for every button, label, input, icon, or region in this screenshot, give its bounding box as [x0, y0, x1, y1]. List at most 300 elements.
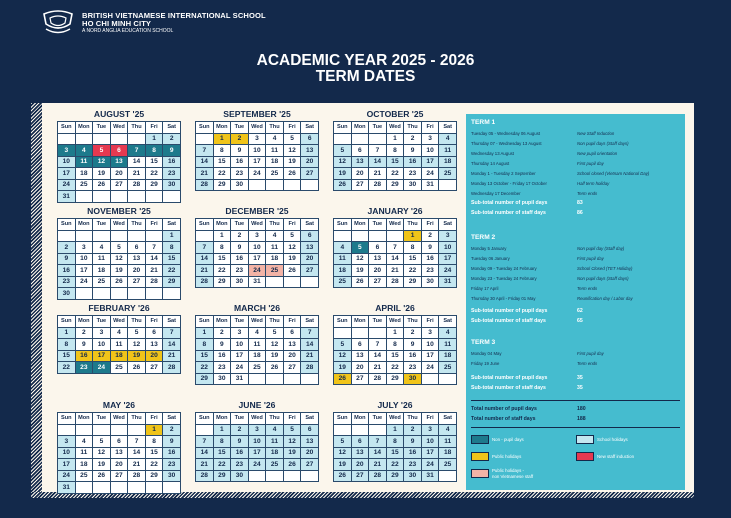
day-cell: 11 — [266, 145, 284, 157]
event-date: Tuesday 05 - Wednesday 06 August — [471, 131, 541, 136]
empty-cell — [145, 288, 163, 300]
empty-cell — [439, 470, 457, 482]
day-cell: 29 — [386, 373, 404, 385]
event-description: Reunification day / Labor day — [577, 296, 633, 301]
day-cell: 19 — [283, 253, 301, 265]
day-cell: 18 — [75, 168, 93, 180]
day-cell: 19 — [351, 265, 369, 277]
day-cell: 6 — [301, 230, 319, 242]
event-date: Monday 23 - Tuesday 24 February — [471, 276, 537, 281]
day-cell: 15 — [213, 447, 231, 459]
day-cell: 21 — [145, 265, 163, 277]
day-cell: 25 — [266, 168, 284, 180]
day-cell: 21 — [369, 168, 387, 180]
weekday-header: Sat — [439, 219, 457, 231]
term-event-row — [471, 349, 681, 358]
day-cell: 27 — [351, 179, 369, 191]
day-cell: 1 — [213, 424, 231, 436]
day-cell: 29 — [145, 179, 163, 191]
day-cell: 6 — [301, 424, 319, 436]
day-cell: 27 — [110, 179, 128, 191]
day-cell: 16 — [75, 350, 93, 362]
day-cell: 12 — [266, 339, 284, 351]
weekday-header: Tue — [231, 413, 249, 425]
event-date: Monday 04 May — [471, 351, 502, 356]
day-cell: 23 — [231, 168, 249, 180]
weekday-header: Fri — [145, 316, 163, 328]
day-cell: 7 — [386, 242, 404, 254]
day-cell: 24 — [93, 362, 111, 374]
weekday-header: Fri — [421, 219, 439, 231]
day-cell: 28 — [128, 470, 146, 482]
day-cell: 15 — [386, 156, 404, 168]
day-cell: 16 — [58, 265, 76, 277]
event-date: Thursday 30 April - Friday 01 May — [471, 296, 536, 301]
month-title: MAY '26 — [102, 400, 136, 410]
day-cell: 6 — [301, 133, 319, 145]
term-event-row — [471, 149, 681, 158]
day-cell: 17 — [421, 156, 439, 168]
day-cell: 11 — [93, 253, 111, 265]
empty-cell — [75, 133, 93, 145]
weekday-header: Sat — [301, 219, 319, 231]
day-cell: 4 — [93, 242, 111, 254]
weekday-header: Sun — [58, 219, 76, 231]
day-cell: 7 — [196, 145, 214, 157]
day-cell: 5 — [283, 133, 301, 145]
day-cell: 16 — [404, 447, 422, 459]
day-cell: 7 — [145, 242, 163, 254]
day-cell: 9 — [163, 436, 181, 448]
empty-cell — [128, 288, 146, 300]
empty-cell — [301, 373, 319, 385]
day-cell: 20 — [283, 350, 301, 362]
day-cell: 13 — [145, 339, 163, 351]
weekday-header: Thu — [128, 316, 146, 328]
day-cell: 29 — [213, 276, 231, 288]
weekday-header: Tue — [369, 219, 387, 231]
empty-cell — [301, 179, 319, 191]
day-cell: 30 — [421, 276, 439, 288]
weekday-header: Sat — [439, 413, 457, 425]
page-title-line2: TERM DATES — [315, 68, 416, 85]
day-cell: 5 — [93, 436, 111, 448]
weekday-header: Sat — [301, 413, 319, 425]
weekday-header: Wed — [110, 122, 128, 134]
day-cell: 19 — [283, 156, 301, 168]
day-cell: 8 — [196, 339, 214, 351]
term-event-row — [471, 264, 681, 273]
day-cell: 7 — [196, 242, 214, 254]
month-calendar — [333, 205, 457, 288]
day-cell: 2 — [163, 424, 181, 436]
empty-cell — [196, 230, 214, 242]
weekday-header: Tue — [93, 219, 111, 231]
day-cell: 14 — [196, 156, 214, 168]
day-cell: 18 — [266, 447, 284, 459]
event-description: First pupil day — [577, 351, 604, 356]
day-cell: 12 — [334, 447, 352, 459]
empty-cell — [128, 191, 146, 203]
empty-cell — [93, 482, 111, 494]
day-cell: 19 — [128, 350, 146, 362]
event-description: Half term holiday — [577, 181, 610, 186]
empty-cell — [145, 191, 163, 203]
weekday-header: Tue — [93, 316, 111, 328]
day-cell: 24 — [421, 459, 439, 471]
day-cell: 5 — [128, 327, 146, 339]
day-cell: 7 — [128, 436, 146, 448]
weekday-header: Mon — [75, 413, 93, 425]
decorative-stripe-left — [31, 103, 42, 498]
day-cell: 26 — [283, 265, 301, 277]
event-date: Friday 19 June — [471, 361, 500, 366]
empty-cell — [128, 482, 146, 494]
month-calendar — [333, 108, 457, 191]
month-calendar — [195, 302, 319, 385]
day-cell: 11 — [439, 145, 457, 157]
day-cell: 11 — [110, 339, 128, 351]
empty-cell — [266, 470, 284, 482]
day-cell: 9 — [231, 436, 249, 448]
day-cell: 27 — [351, 373, 369, 385]
day-cell: 17 — [248, 156, 266, 168]
day-cell: 3 — [93, 327, 111, 339]
day-cell: 2 — [58, 242, 76, 254]
day-cell: 2 — [213, 327, 231, 339]
day-cell: 27 — [301, 459, 319, 471]
day-cell: 9 — [231, 145, 249, 157]
day-cell: 17 — [231, 350, 249, 362]
day-cell: 6 — [351, 145, 369, 157]
day-cell: 2 — [421, 230, 439, 242]
weekday-header: Mon — [213, 219, 231, 231]
day-cell: 14 — [301, 339, 319, 351]
term3-heading: TERM 3 — [471, 339, 496, 346]
day-cell: 22 — [58, 362, 76, 374]
day-cell: 25 — [266, 459, 284, 471]
empty-cell — [283, 276, 301, 288]
day-cell: 24 — [248, 168, 266, 180]
day-cell: 19 — [334, 168, 352, 180]
weekday-header: Wed — [386, 316, 404, 328]
day-cell: 12 — [283, 145, 301, 157]
day-cell: 20 — [301, 447, 319, 459]
term-event-row — [471, 139, 681, 148]
day-cell: 26 — [334, 470, 352, 482]
empty-cell — [128, 133, 146, 145]
empty-cell — [248, 179, 266, 191]
empty-cell — [145, 230, 163, 242]
empty-cell — [75, 424, 93, 436]
empty-cell — [248, 470, 266, 482]
day-cell: 5 — [334, 145, 352, 157]
day-cell: 30 — [231, 470, 249, 482]
day-cell: 7 — [163, 327, 181, 339]
weekday-header: Mon — [213, 316, 231, 328]
day-cell: 18 — [439, 447, 457, 459]
day-cell: 13 — [128, 253, 146, 265]
event-description: First pupil day — [577, 256, 604, 261]
day-cell: 23 — [231, 265, 249, 277]
day-cell: 12 — [334, 350, 352, 362]
event-description: New Staff Induction — [577, 131, 615, 136]
weekday-header: Thu — [404, 413, 422, 425]
day-cell: 30 — [163, 470, 181, 482]
event-date: Wednesday 17 December — [471, 191, 521, 196]
day-cell: 11 — [266, 436, 284, 448]
day-cell: 12 — [93, 447, 111, 459]
empty-cell — [369, 133, 387, 145]
term2-heading: TERM 2 — [471, 234, 496, 241]
day-cell: 11 — [75, 156, 93, 168]
day-cell: 14 — [128, 156, 146, 168]
empty-cell — [58, 230, 76, 242]
empty-cell — [58, 133, 76, 145]
day-cell: 26 — [351, 276, 369, 288]
event-description: Non pupil day (Staff day) — [577, 246, 625, 251]
weekday-header: Wed — [386, 219, 404, 231]
day-cell: 26 — [283, 168, 301, 180]
day-cell: 15 — [58, 350, 76, 362]
empty-cell — [128, 424, 146, 436]
day-cell: 3 — [231, 327, 249, 339]
school-name: BRITISH VIETNAMESE INTERNATIONAL SCHOOL — [82, 11, 266, 20]
day-cell: 1 — [404, 230, 422, 242]
day-cell: 24 — [421, 362, 439, 374]
event-description: Term ends — [577, 191, 598, 196]
day-cell: 30 — [213, 373, 231, 385]
day-cell: 25 — [439, 459, 457, 471]
weekday-header: Thu — [404, 122, 422, 134]
day-cell: 29 — [386, 470, 404, 482]
weekday-header: Wed — [248, 316, 266, 328]
day-cell: 8 — [213, 145, 231, 157]
empty-cell — [110, 482, 128, 494]
day-cell: 23 — [213, 362, 231, 374]
weekday-header: Wed — [110, 316, 128, 328]
empty-cell — [266, 373, 284, 385]
weekday-header: Sat — [163, 122, 181, 134]
day-cell: 3 — [58, 145, 76, 157]
weekday-header: Tue — [93, 122, 111, 134]
day-cell: 26 — [266, 362, 284, 374]
term-event-row — [471, 169, 681, 178]
empty-cell — [110, 191, 128, 203]
day-cell: 16 — [421, 253, 439, 265]
total-staff-days: Total number of staff days 188 — [471, 416, 586, 422]
term-event-row — [471, 359, 681, 368]
day-cell: 25 — [93, 276, 111, 288]
empty-cell — [93, 424, 111, 436]
day-cell: 7 — [369, 145, 387, 157]
weekday-header: Sun — [58, 122, 76, 134]
day-cell: 24 — [58, 470, 76, 482]
day-cell: 14 — [369, 350, 387, 362]
day-cell: 18 — [248, 350, 266, 362]
day-cell: 10 — [248, 145, 266, 157]
day-cell: 2 — [231, 424, 249, 436]
empty-cell — [75, 288, 93, 300]
day-cell: 1 — [213, 230, 231, 242]
weekday-header: Sun — [334, 413, 352, 425]
day-cell: 13 — [351, 350, 369, 362]
swatch — [471, 469, 489, 478]
day-cell: 1 — [58, 327, 76, 339]
weekday-header: Tue — [369, 316, 387, 328]
day-cell: 7 — [301, 327, 319, 339]
weekday-header: Sat — [301, 316, 319, 328]
empty-cell — [110, 424, 128, 436]
day-cell: 4 — [266, 133, 284, 145]
day-cell: 3 — [75, 242, 93, 254]
day-cell: 31 — [248, 276, 266, 288]
day-cell: 7 — [369, 339, 387, 351]
day-cell: 30 — [163, 179, 181, 191]
day-cell: 13 — [301, 436, 319, 448]
day-cell: 12 — [334, 156, 352, 168]
day-cell: 6 — [128, 242, 146, 254]
day-cell: 30 — [58, 288, 76, 300]
day-cell: 9 — [404, 436, 422, 448]
day-cell: 10 — [58, 447, 76, 459]
weekday-header: Thu — [128, 122, 146, 134]
day-cell: 29 — [404, 276, 422, 288]
day-cell: 28 — [196, 276, 214, 288]
month-title: NOVEMBER '25 — [87, 206, 151, 216]
day-cell: 3 — [421, 133, 439, 145]
day-cell: 31 — [58, 482, 76, 494]
day-cell: 13 — [369, 253, 387, 265]
day-cell: 8 — [58, 339, 76, 351]
event-description: Non pupil days (Staff days) — [577, 276, 629, 281]
weekday-header: Wed — [248, 413, 266, 425]
empty-cell — [439, 373, 457, 385]
day-cell: 31 — [58, 191, 76, 203]
day-cell: 6 — [145, 327, 163, 339]
day-cell: 18 — [439, 350, 457, 362]
term-event-row — [471, 129, 681, 138]
day-cell: 24 — [248, 459, 266, 471]
day-cell: 26 — [93, 470, 111, 482]
day-cell: 14 — [369, 447, 387, 459]
total-pupil-days: Total number of pupil days 180 — [471, 406, 586, 412]
day-cell: 8 — [386, 436, 404, 448]
weekday-header: Fri — [283, 413, 301, 425]
day-cell: 9 — [163, 145, 181, 157]
month-calendar — [57, 399, 181, 494]
day-cell: 12 — [283, 242, 301, 254]
weekday-header: Wed — [248, 219, 266, 231]
day-cell: 10 — [439, 242, 457, 254]
month-title: MARCH '26 — [234, 303, 280, 313]
event-date: Tuesday 06 January — [471, 256, 510, 261]
day-cell: 14 — [196, 447, 214, 459]
event-description: School Closed (TET Holiday) — [577, 266, 633, 271]
empty-cell — [163, 288, 181, 300]
empty-cell — [110, 133, 128, 145]
day-cell: 24 — [75, 276, 93, 288]
month-title: AUGUST '25 — [93, 109, 145, 119]
month-title: JANUARY '26 — [367, 206, 423, 216]
school-subtitle: A NORD ANGLIA EDUCATION SCHOOL — [82, 28, 174, 35]
term-event-row — [471, 159, 681, 168]
empty-cell — [75, 191, 93, 203]
day-cell: 1 — [145, 424, 163, 436]
event-date: Thursday 07 - Wednesday 13 August — [471, 141, 542, 146]
empty-cell — [75, 230, 93, 242]
day-cell: 26 — [110, 276, 128, 288]
day-cell: 17 — [58, 168, 76, 180]
day-cell: 11 — [334, 253, 352, 265]
day-cell: 11 — [75, 447, 93, 459]
day-cell: 19 — [334, 362, 352, 374]
day-cell: 6 — [351, 339, 369, 351]
day-cell: 2 — [404, 424, 422, 436]
day-cell: 10 — [421, 339, 439, 351]
event-description: Term ends — [577, 361, 598, 366]
weekday-header: Tue — [93, 413, 111, 425]
day-cell: 3 — [248, 230, 266, 242]
weekday-header: Wed — [248, 122, 266, 134]
day-cell: 28 — [196, 179, 214, 191]
event-date: Monday 1 - Tuesday 2 September — [471, 171, 536, 176]
day-cell: 5 — [283, 230, 301, 242]
weekday-header: Mon — [351, 316, 369, 328]
empty-cell — [421, 373, 439, 385]
empty-cell — [334, 424, 352, 436]
month-calendar — [333, 302, 457, 385]
day-cell: 8 — [386, 339, 404, 351]
day-cell: 23 — [404, 459, 422, 471]
empty-cell — [163, 191, 181, 203]
weekday-header: Thu — [404, 316, 422, 328]
school-crest-logo-icon — [40, 10, 76, 34]
day-cell: 21 — [369, 362, 387, 374]
day-cell: 3 — [421, 424, 439, 436]
day-cell: 17 — [93, 350, 111, 362]
term-event-row — [471, 294, 681, 303]
event-date: Monday 09 - Tuesday 24 February — [471, 266, 537, 271]
day-cell: 30 — [231, 276, 249, 288]
day-cell: 2 — [231, 230, 249, 242]
day-cell: 27 — [301, 265, 319, 277]
day-cell: 31 — [439, 276, 457, 288]
day-cell: 17 — [421, 447, 439, 459]
day-cell: 20 — [351, 459, 369, 471]
day-cell: 17 — [421, 350, 439, 362]
day-cell: 5 — [334, 339, 352, 351]
day-cell: 20 — [351, 168, 369, 180]
day-cell: 12 — [351, 253, 369, 265]
weekday-header: Fri — [421, 122, 439, 134]
day-cell: 26 — [93, 179, 111, 191]
day-cell: 2 — [75, 327, 93, 339]
day-cell: 13 — [351, 156, 369, 168]
day-cell: 19 — [266, 350, 284, 362]
weekday-header: Sun — [58, 413, 76, 425]
weekday-header: Thu — [266, 219, 284, 231]
month-title: SEPTEMBER '25 — [223, 109, 291, 119]
day-cell: 22 — [163, 265, 181, 277]
divider — [471, 400, 680, 401]
day-cell: 21 — [128, 459, 146, 471]
weekday-header: Sun — [58, 316, 76, 328]
day-cell: 22 — [145, 459, 163, 471]
day-cell: 23 — [421, 265, 439, 277]
school-brand — [82, 12, 266, 35]
day-cell: 24 — [248, 265, 266, 277]
